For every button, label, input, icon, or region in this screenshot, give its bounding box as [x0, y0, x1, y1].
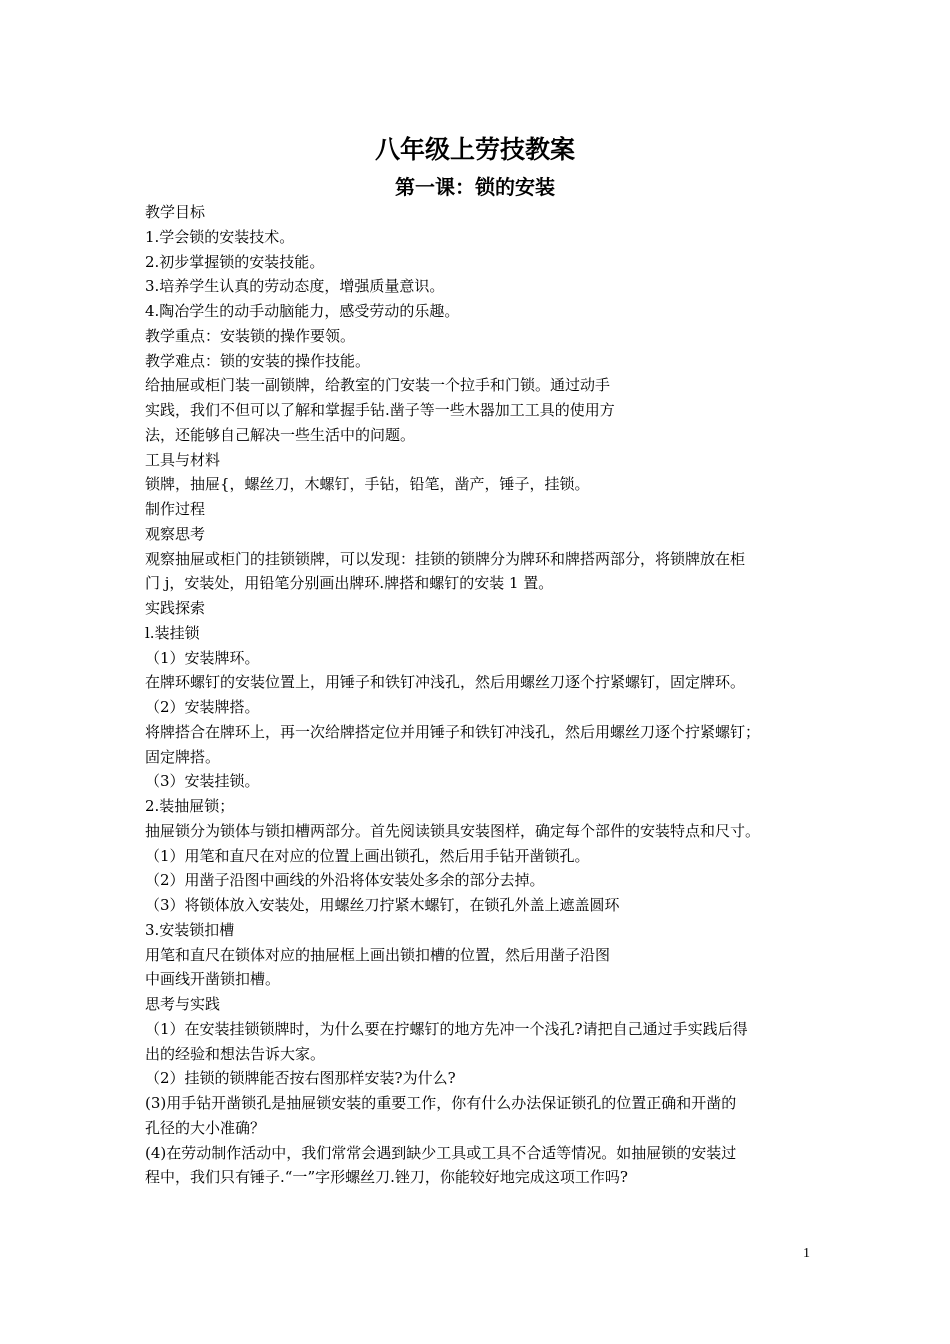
text-line: （1）在安装挂锁锁牌时，为什么要在拧螺钉的地方先冲一个浅孔?请把自己通过手实践后得	[145, 1019, 748, 1038]
text-line: （1）用笔和直尺在对应的位置上画出锁孔，然后用手钻开凿锁孔。	[145, 846, 590, 865]
text-line: 抽屉锁分为锁体与锁扣槽两部分。首先阅读锁具安装图样，确定每个部件的安装特点和尺寸。	[145, 821, 761, 840]
document-body	[145, 200, 835, 1190]
lesson-subtitle: 第一课：锁的安装	[395, 175, 555, 199]
text-line: 中画线开凿锁扣槽。	[145, 970, 281, 989]
text-line: 工具与材料	[145, 450, 221, 469]
page-number: 1	[803, 1246, 810, 1261]
text-line: 实践探索	[145, 599, 206, 617]
text-line: 4.陶冶学生的动手动脑能力，感受劳动的乐趣。	[145, 302, 460, 320]
text-line: 3.培养学生认真的劳动态度，增强质量意识。	[145, 277, 445, 296]
text-line: l.装挂锁	[145, 623, 200, 642]
text-line: 法，还能够自己解决一些生活中的问题。	[145, 425, 416, 444]
text-line: （3）安装挂锁。	[145, 772, 260, 791]
text-line: 2.初步掌握锁的安装技能。	[145, 252, 325, 271]
text-line: （2）安装牌搭。	[145, 698, 260, 716]
text-line: 用笔和直尺在锁体对应的抽屉框上画出锁扣槽的位置，然后用凿子沿图	[145, 945, 611, 964]
text-line: 将牌搭合在牌环上，再一次给牌搭定位并用锤子和铁钉冲浅孔，然后用螺丝刀逐个拧紧螺钉；	[145, 722, 761, 741]
document-title: 八年级上劳技教案	[374, 135, 575, 164]
text-line: (3)用手钻开凿锁孔是抽屉锁安装的重要工作，你有什么办法保证锁孔的位置正确和开凿的	[145, 1094, 737, 1112]
text-line: 教学目标	[145, 203, 206, 221]
text-line: 实践，我们不但可以了解和掌握手钻.凿子等一些木器加工工具的使用方	[145, 401, 615, 419]
text-line: 思考与实践	[145, 995, 221, 1013]
text-line: 程中，我们只有锤子.“一”字形螺丝刀.锉刀，你能较好地完成这项工作吗?	[145, 1168, 628, 1187]
text-line: （2）用凿子沿图中画线的外沿将体安装处多余的部分去掉。	[145, 871, 545, 890]
text-line: （3）将锁体放入安装处，用螺丝刀拧紧木螺钉，在锁孔外盖上遮盖圆环	[145, 896, 620, 914]
text-line: 2.装抽屉锁；	[145, 797, 235, 815]
text-line: 门 j，安装处，用铅笔分别画出牌环.牌搭和螺钉的安装 1 置。	[145, 574, 554, 593]
text-line: 教学重点：安装锁的操作要领。	[145, 326, 356, 345]
text-line: 固定牌搭。	[145, 747, 221, 766]
text-line: 给抽屉或柜门装一副锁牌，给教室的门安装一个拉手和门锁。通过动手	[145, 376, 611, 395]
text-line: （2）挂锁的锁牌能否按右图那样安装?为什么?	[145, 1069, 456, 1088]
text-line: 制作过程	[145, 500, 206, 518]
text-line: 锁牌，抽屉{，螺丝刀，木螺钉，手钻，铅笔，凿产，锤子，挂锁。	[145, 475, 590, 494]
text-line: 观察思考	[145, 524, 206, 543]
text-line: 在牌环螺钉的安装位置上，用锤子和铁钉冲浅孔，然后用螺丝刀逐个拧紧螺钉，固定牌环。	[145, 673, 746, 692]
text-line: （1）安装牌环。	[145, 648, 260, 667]
text-line: (4)在劳动制作活动中，我们常常会遇到缺少工具或工具不合适等情况。如抽屉锁的安装过	[145, 1143, 737, 1162]
text-line: 孔径的大小准确？	[145, 1118, 266, 1137]
text-line: 1.学会锁的安装技术。	[145, 227, 295, 246]
text-line: 出的经验和想法告诉大家。	[145, 1044, 326, 1063]
text-line: 3.安装锁扣槽	[145, 920, 235, 939]
text-line: 教学难点：锁的安装的操作技能。	[145, 351, 371, 370]
text-line: 观察抽屉或柜门的挂锁锁牌，可以发现：挂锁的锁牌分为牌环和牌搭两部分，将锁牌放在柜	[145, 549, 746, 568]
